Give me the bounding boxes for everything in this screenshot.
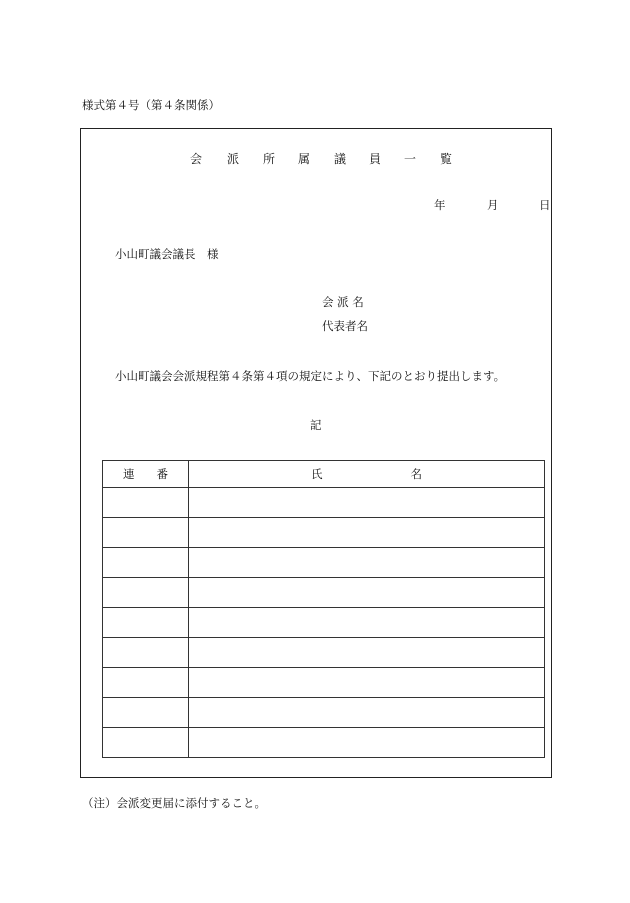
serial-cell[interactable] xyxy=(103,698,189,728)
title-char: 派 xyxy=(227,152,240,166)
name-cell[interactable] xyxy=(189,578,545,608)
title-char: 議 xyxy=(334,152,347,166)
ki-heading: 記 xyxy=(310,418,322,432)
table-header-row xyxy=(103,461,545,488)
body-text: 小山町議会会派規程第４条第４項の規定により、下記のとおり提出します。 xyxy=(115,369,506,383)
table-row xyxy=(103,728,545,758)
serial-cell[interactable] xyxy=(103,638,189,668)
table-row xyxy=(103,518,545,548)
header-char: 名 xyxy=(410,467,422,481)
name-cell[interactable] xyxy=(189,488,545,518)
name-cell[interactable] xyxy=(189,668,545,698)
serial-cell[interactable] xyxy=(103,488,189,518)
member-table xyxy=(102,460,545,758)
form-number: 様式第４号（第４条関係） xyxy=(82,98,220,112)
date-month: 月 xyxy=(487,198,499,212)
title-char: 所 xyxy=(263,152,276,166)
header-char: 番 xyxy=(156,467,168,481)
table-row xyxy=(103,668,545,698)
addressee: 小山町議会議長 様 xyxy=(115,247,219,261)
title-char: 属 xyxy=(298,152,311,166)
table-row xyxy=(103,578,545,608)
table-row xyxy=(103,638,545,668)
name-cell[interactable] xyxy=(189,728,545,758)
faction-name-label: 会 派 名 xyxy=(322,295,364,309)
table-row xyxy=(103,698,545,728)
serial-cell[interactable] xyxy=(103,608,189,638)
name-cell[interactable] xyxy=(189,518,545,548)
footnote: （注）会派変更届に添付すること。 xyxy=(82,796,266,810)
header-full-name xyxy=(189,461,545,488)
header-serial-number xyxy=(103,461,189,488)
header-char: 氏 xyxy=(311,467,323,481)
header-char: 連 xyxy=(123,467,135,481)
name-cell[interactable] xyxy=(189,608,545,638)
name-cell[interactable] xyxy=(189,698,545,728)
serial-cell[interactable] xyxy=(103,548,189,578)
serial-cell[interactable] xyxy=(103,728,189,758)
serial-cell[interactable] xyxy=(103,518,189,548)
representative-label: 代表者名 xyxy=(322,319,368,333)
title-char: 員 xyxy=(369,152,382,166)
table-row xyxy=(103,608,545,638)
table-row xyxy=(103,548,545,578)
serial-cell[interactable] xyxy=(103,578,189,608)
title-char: 一 xyxy=(404,152,417,166)
date-day: 日 xyxy=(539,198,551,212)
table-row xyxy=(103,488,545,518)
name-cell[interactable] xyxy=(189,638,545,668)
title-char: 覧 xyxy=(440,152,453,166)
date-year: 年 xyxy=(434,198,446,212)
name-cell[interactable] xyxy=(189,548,545,578)
title-char: 会 xyxy=(190,152,203,166)
serial-cell[interactable] xyxy=(103,668,189,698)
